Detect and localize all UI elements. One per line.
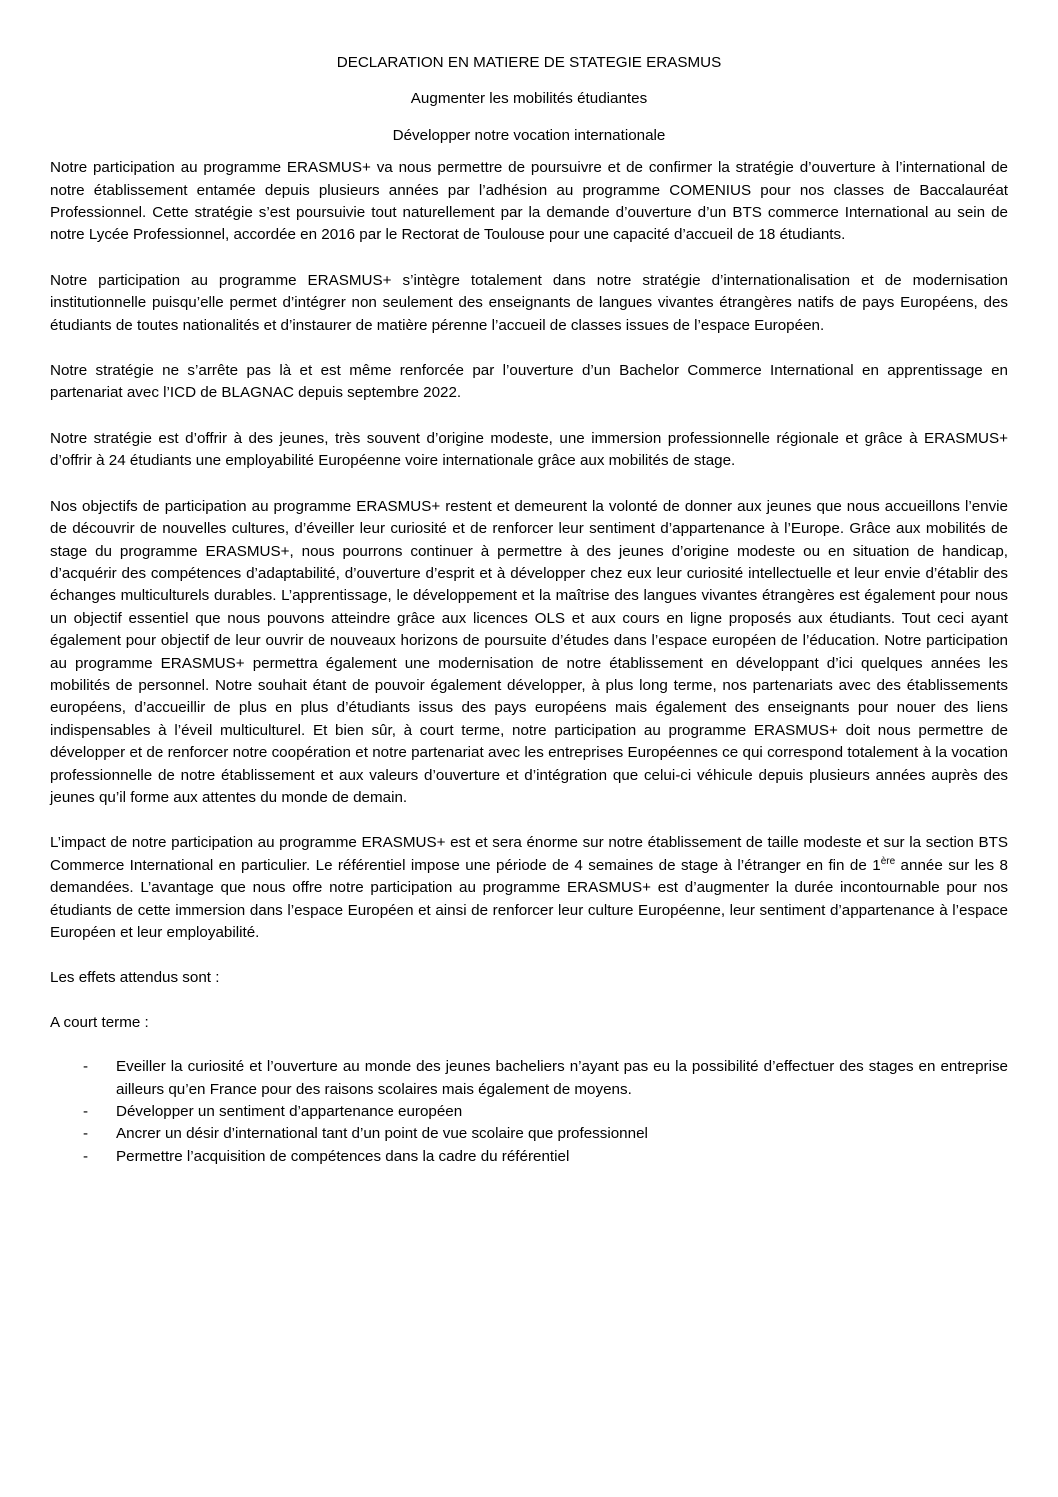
list-item	[50, 1123, 1008, 1145]
expected-effects-list	[50, 1056, 1008, 1168]
effects-intro: Les effets attendus sont :	[50, 969, 220, 987]
bullet-dash: -	[83, 1125, 89, 1143]
impact-superscript: ère	[880, 855, 896, 867]
document-body	[50, 52, 1008, 1168]
paragraph-impact	[50, 832, 1008, 944]
paragraph-strategy: Notre stratégie est d’offrir à des jeunes, très souvent d’origine modeste, une immersion professionnelle régionale et grâce à ERASMUS+ d’offrir à 24 étudiants une employabilité Européenne voire internationale grâce aux mobilités de stage.	[50, 429, 1008, 470]
list-item-text: Ancrer un désir d’international tant d’un point de vue scolaire que professionnel	[116, 1125, 648, 1143]
list-item	[50, 1146, 1008, 1168]
impact-text-end: année sur les 8 demandées. L’avantage que nous offre notre participation au programme ERASMUS+ est d’augmenter la durée incontournable pour nos étudiants de cette immersion dans l’espace Européen et ainsi de renforcer leur culture Européenne, leur sentiment d’appartenance à l’espace Européen et leur employabilité.	[50, 856, 1008, 941]
list-item	[50, 1101, 1008, 1123]
subtitle-vocation: Développer notre vocation internationale	[392, 126, 666, 144]
bullet-dash: -	[83, 1103, 89, 1121]
list-item	[50, 1056, 1008, 1101]
list-item-text: Développer un sentiment d’appartenance européen	[116, 1103, 463, 1121]
list-item-text: Eveiller la curiosité et l’ouverture au monde des jeunes bacheliers n’ayant pas eu la possibilité d’effectuer des stages en entreprise ailleurs qu’en France pour des raisons scolaires mais également de moyens.	[116, 1058, 1008, 1098]
bullet-dash: -	[83, 1147, 89, 1165]
paragraph-internationalisation: Notre participation au programme ERASMUS+ s’intègre totalement dans notre stratégie d’internationalisation et de modernisation institutionnelle puisqu’elle permet d’intégrer non seulement des enseignants de langues vivantes étrangères natifs de pays Européens, des étudiants de toutes nationalités et d’instaurer de matière pérenne l’accueil de classes issues de l’espace Européen.	[50, 271, 1008, 334]
short-term-label: A court terme :	[50, 1013, 149, 1031]
paragraph-bachelor: Notre stratégie ne s’arrête pas là et est même renforcée par l’ouverture d’un Bachelor Commerce International en apprentissage en partenariat avec l’ICD de BLAGNAC depuis septembre 2022.	[50, 362, 1008, 402]
paragraph-objectives: Nos objectifs de participation au programme ERASMUS+ restent et demeurent la volonté de donner aux jeunes que nous accueillons l’envie de découvrir de nouvelles cultures, d’éveiller leur curiosité et de renforcer leur sentiment d’appartenance à l’Europe. Grâce aux mobilités de stage du programme ERASMUS+, nous pourrons continuer à permettre à des jeunes d’origine modeste ou en situation de handicap, d’acquérir des compétences d’adaptabilité, d’ouverture d’esprit et à développer chez eux leur curiosité intellectuelle et leur envie d’établir des échanges multiculturels durables. L’apprentissage, le développement et la maîtrise des langues vivantes étrangères est également pour nous un objectif essentiel que nous pouvons atteindre grâce aux licences OLS et aux cours en ligne proposés aux étudiants. Tout ceci ayant également pour objectif de leur ouvrir de nouveaux horizons de poursuite d’études dans l’espace européen de l’éducation. Notre participation au programme ERASMUS+ permettra également une modernisation de notre établissement en développant d’ici quelques années les mobilités de personnel. Notre souhait étant de pouvoir également développer, à plus long terme, nos partenariats avec des établissements européens, d’accueillir de plus en plus d’étudiants issus des pays européens mais également des enseignants pour nouer des liens indispensables à l’éveil multiculturel. Et bien sûr, à court terme, notre participation au programme ERASMUS+ doit nous permettre de développer et de renforcer notre coopération et notre partenariat avec les entreprises Européennes ce qui correspond totalement à la vocation professionnelle de notre établissement et aux valeurs d’ouverture et d’intégration que celui-ci véhicule depuis plusieurs années auprès des jeunes qu’il forme aux attentes du monde de demain.	[50, 497, 1008, 806]
impact-text-start: L’impact de notre participation au programme ERASMUS+ est et sera énorme sur notre établissement de taille modeste et sur la section BTS Commerce International en particulier. Le référentiel impose une période de 4 semaines de stage à l’étranger en fin de 1	[50, 834, 1008, 874]
subtitle-mobilities: Augmenter les mobilités étudiantes	[410, 90, 648, 108]
document-title: DECLARATION EN MATIERE DE STATEGIE ERASMUS	[336, 54, 722, 71]
bullet-dash: -	[83, 1058, 89, 1076]
paragraph-participation: Notre participation au programme ERASMUS+ va nous permettre de poursuivre et de confirmer la stratégie d’ouverture à l’international de notre établissement entamée depuis plusieurs années par l’adhésion au programme COMENIUS pour nos classes de Baccalauréat Professionnel. Cette stratégie s’est poursuivie tout naturellement par la demande d’ouverture d’un BTS commerce International au sein de notre Lycée Professionnel, accordée en 2016 par le Rectorat de Toulouse pour une capacité d’accueil de 18 étudiants.	[50, 159, 1008, 244]
list-item-text: Permettre l’acquisition de compétences dans la cadre du référentiel	[116, 1147, 570, 1165]
